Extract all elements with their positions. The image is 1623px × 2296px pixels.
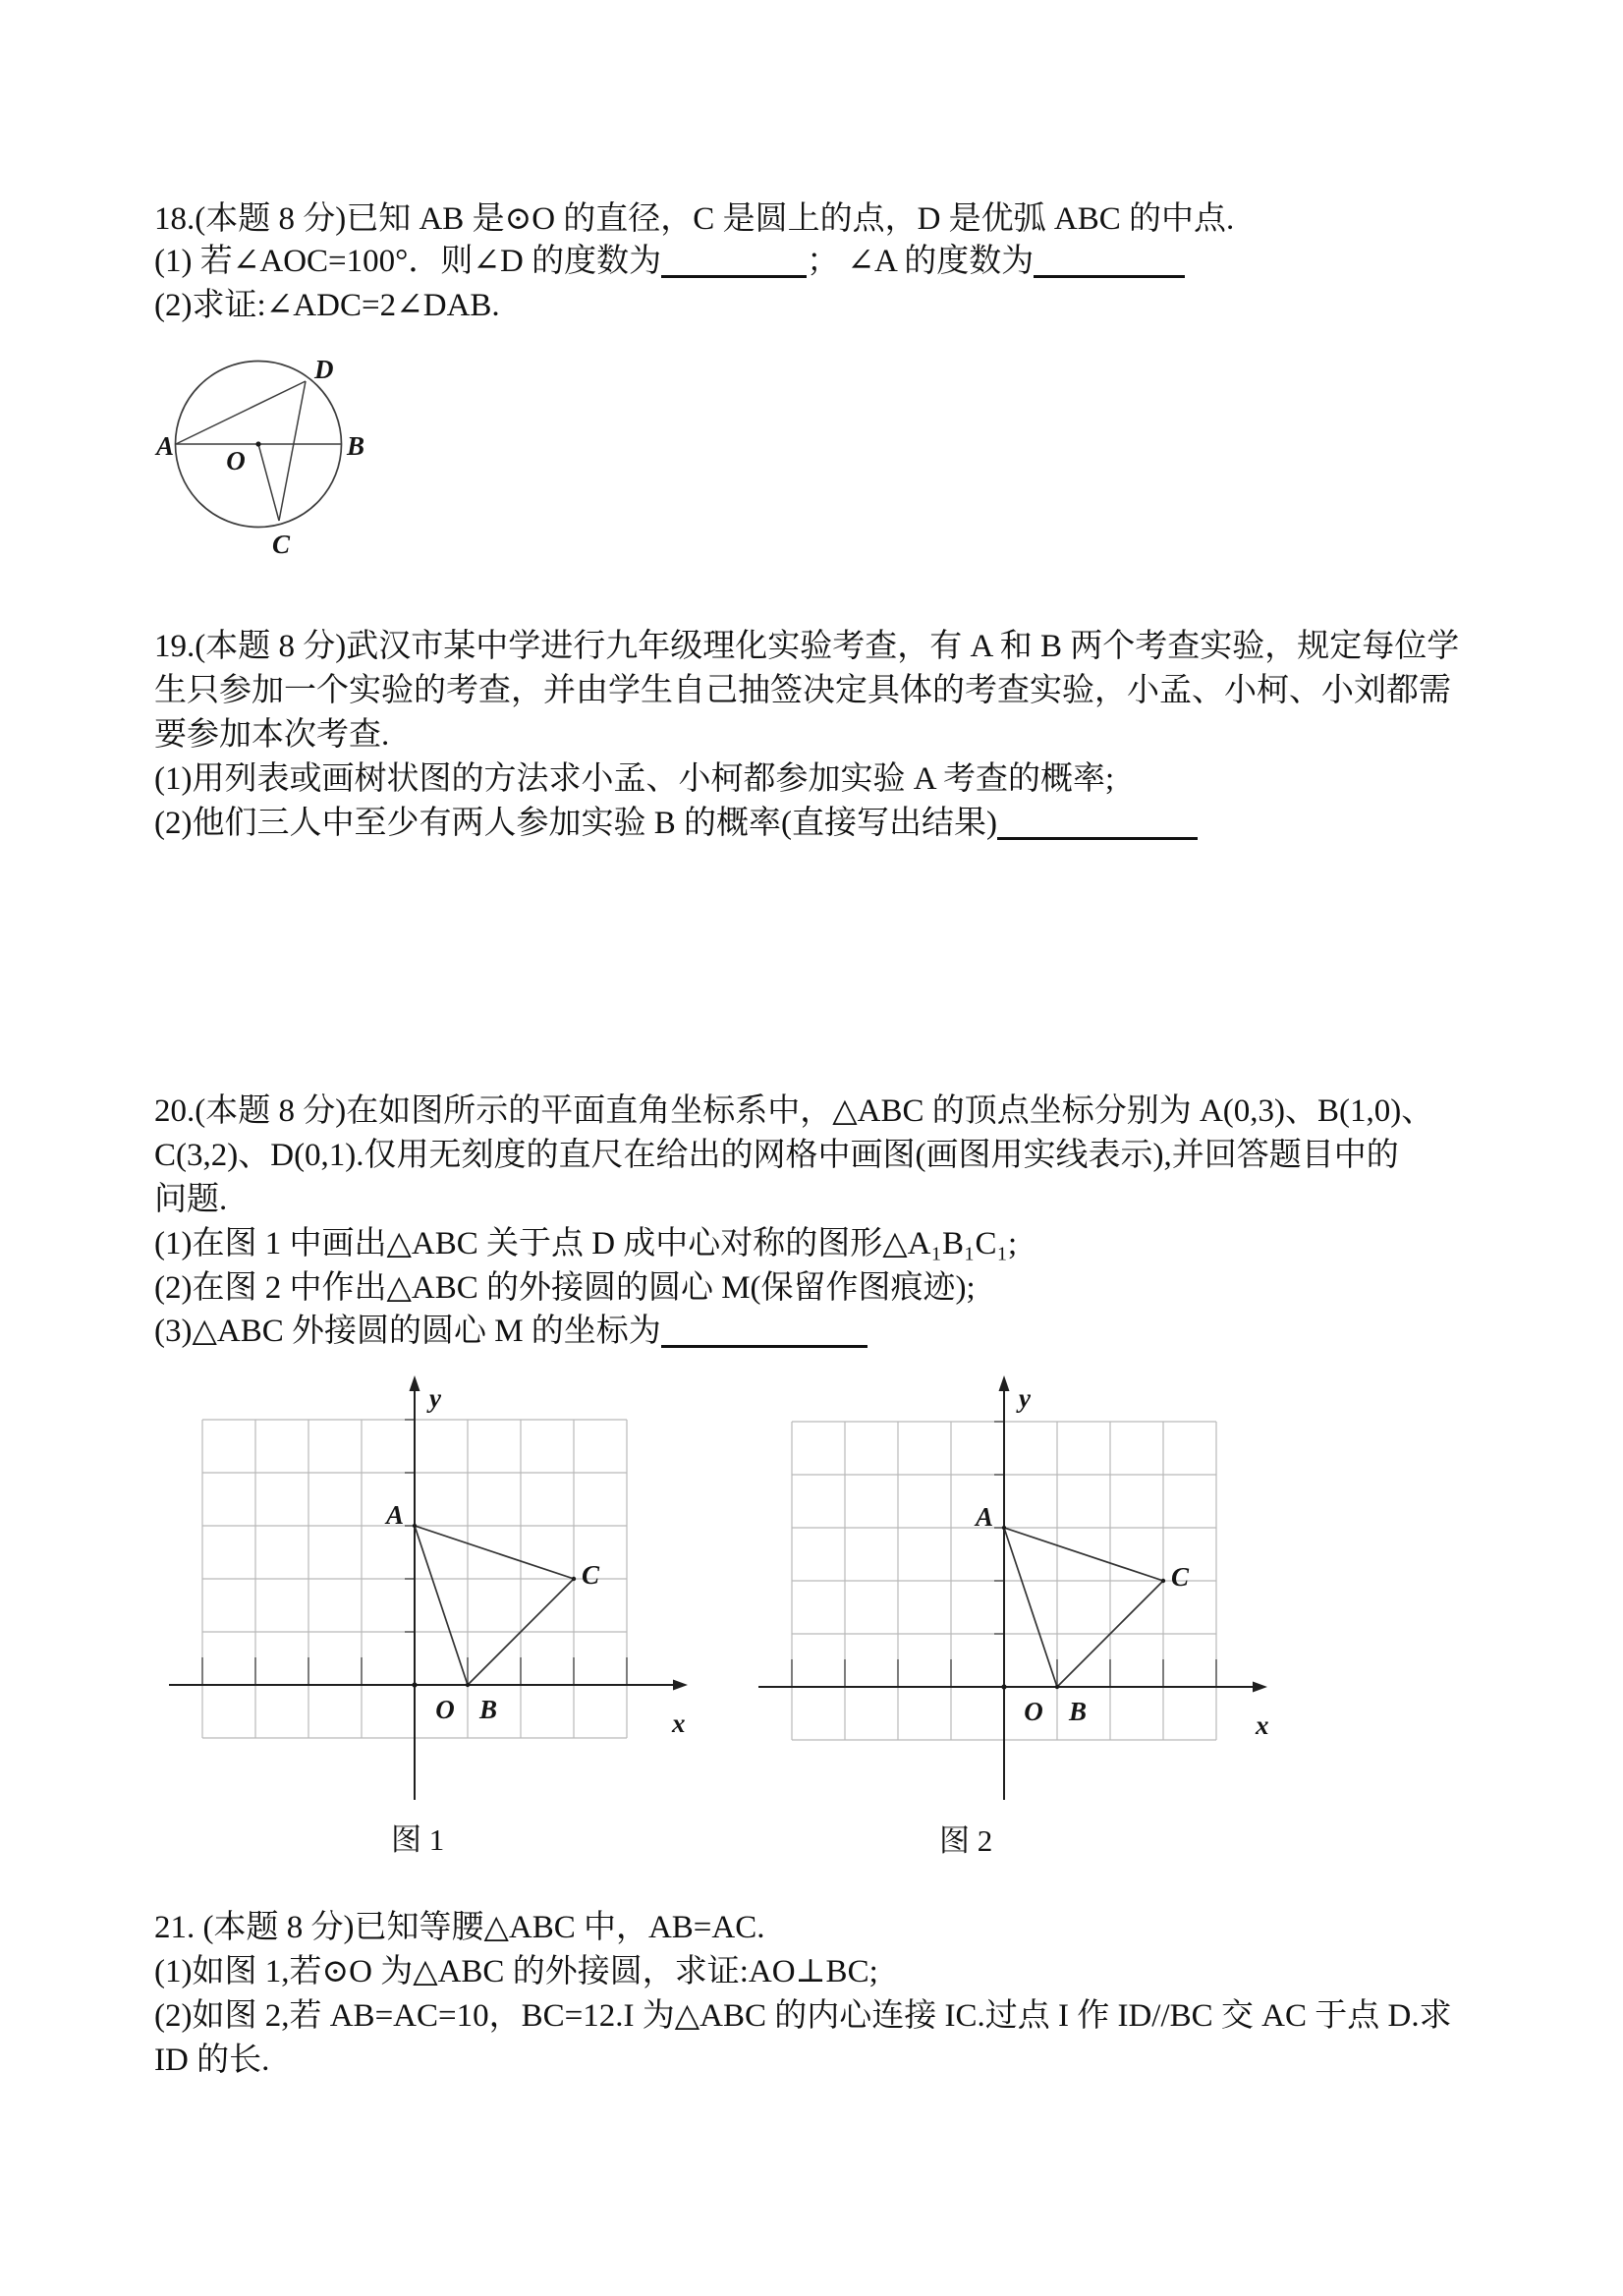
vertex-a-dot (413, 1524, 417, 1528)
vertex-b-dot (1055, 1685, 1059, 1689)
q19-line2: 生只参加一个实验的考查，并由学生自己抽签决定具体的考查实验，小孟、小柯、小刘都需 (154, 673, 1451, 708)
origin-dot (1001, 1684, 1006, 1689)
q18-line2-text2: ； ∠A 的度数为 (807, 244, 1035, 279)
q19-line1: 19.(本题 8 分)武汉市某中学进行九年级理化实验考查，有 A 和 B 两个考查实验，规定每位学 (154, 629, 1460, 664)
y-axis-label: y (1019, 1383, 1031, 1413)
q20-line6-text: (3)△ABC 外接圆的圆心 M 的坐标为 (154, 1314, 661, 1349)
q18-line2-text1: (1) 若∠AOC=100°．则∠D 的度数为 (154, 244, 662, 279)
triangle-abc (1004, 1528, 1163, 1687)
vertex-c-dot (1161, 1579, 1165, 1583)
q20-line5: (2)在图 2 中作出△ABC 的外接圆的圆心 M(保留作图痕迹); (154, 1270, 976, 1306)
q21-line4: ID 的长. (154, 2043, 270, 2078)
q21-line3: (2)如图 2,若 AB=AC=10，BC=12.I 为△ABC 的内心连接 IC.过点 I 作 ID//BC 交 AC 于点 D.求 (154, 1998, 1452, 2034)
figure1-caption: 图 1 (391, 1822, 445, 1857)
origin-label: O (1024, 1697, 1043, 1726)
point-label-o: O (226, 446, 246, 476)
x-axis-label: x (672, 1708, 686, 1738)
q19-line5-text: (2)他们三人中至少有两人参加实验 B 的概率(直接写出结果) (154, 806, 997, 841)
point-label-d: D (314, 355, 334, 384)
q19-line3: 要参加本次考查. (154, 717, 390, 753)
vertex-a-dot (1002, 1526, 1006, 1530)
point-label-b: B (347, 431, 365, 461)
q18-answer-blank-2 (1034, 275, 1185, 278)
q18-line1: 18.(本题 8 分)已知 AB 是⊙O 的直径，C 是圆上的点，D 是优弧 ABC 的中点. (154, 201, 1235, 237)
point-label-b: B (1068, 1697, 1088, 1726)
q20-line3: 问题. (154, 1182, 228, 1217)
radius-oc (258, 444, 279, 521)
q21-line1: 21. (本题 8 分)已知等腰△ABC 中，AB=AC. (154, 1910, 765, 1945)
q20-answer-blank (661, 1345, 867, 1348)
q18-line3: (2)求证:∠ADC=2∠DAB. (154, 288, 500, 323)
q21-line2: (1)如图 1,若⊙O 为△ABC 的外接圆，求证:AO⊥BC; (154, 1954, 878, 1989)
grid-figure-1 (138, 1371, 707, 1813)
x-axis-label: x (1256, 1710, 1269, 1740)
q19-answer-blank (997, 837, 1198, 840)
y-axis-arrow (999, 1375, 1010, 1391)
x-axis-arrow (673, 1680, 688, 1691)
q19-line4: (1)用列表或画树状图的方法求小孟、小柯都参加实验 A 考查的概率; (154, 761, 1115, 797)
x-axis-arrow (1253, 1682, 1267, 1693)
center-dot (255, 441, 260, 446)
figure2-caption: 图 2 (939, 1823, 993, 1858)
point-label-c: C (1171, 1562, 1190, 1592)
q20-line1: 20.(本题 8 分)在如图所示的平面直角坐标系中，△ABC 的顶点坐标分别为 A(0,3)、B(1,0)、 (154, 1093, 1434, 1129)
triangle-abc (415, 1526, 574, 1685)
q20-line6 (154, 1310, 867, 1353)
circle-figure (118, 349, 403, 594)
grid-figure-2 (717, 1371, 1287, 1813)
point-label-b: B (478, 1695, 498, 1724)
point-label-c: C (271, 530, 291, 559)
q20-line2: C(3,2)、D(0,1).仅用无刻度的直尺在给出的网格中画图(画图用实线表示),并回答题目中的 (154, 1138, 1399, 1173)
vertex-b-dot (466, 1683, 470, 1687)
q20-line4: (1)在图 1 中画出△ABC 关于点 D 成中心对称的图形△A₁B₁C₁; (154, 1226, 1018, 1261)
vertex-c-dot (572, 1577, 576, 1581)
y-axis-label: y (429, 1383, 441, 1413)
q18-line2 (154, 240, 1185, 283)
point-label-c: C (582, 1560, 600, 1590)
point-label-a: A (385, 1500, 404, 1530)
y-axis-arrow (410, 1375, 420, 1391)
q18-answer-blank-1 (661, 275, 807, 278)
point-label-a: A (975, 1502, 993, 1532)
origin-label: O (435, 1695, 455, 1724)
point-label-a: A (155, 431, 174, 461)
q19-line5 (154, 802, 1198, 845)
chord-dc (279, 381, 306, 521)
origin-dot (412, 1682, 417, 1687)
